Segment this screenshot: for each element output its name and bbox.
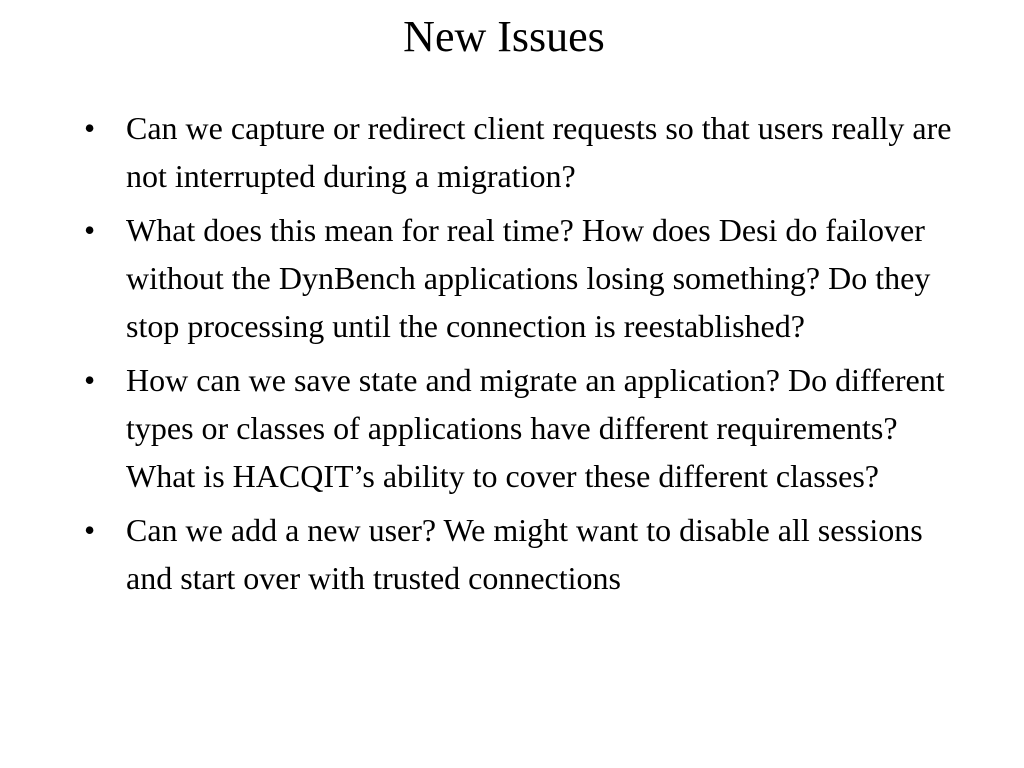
bullet-text: Can we capture or redirect client requests so that users really are not interrupted during a migration? xyxy=(126,110,952,194)
bullet-text: Can we add a new user? We might want to disable all sessions and start over with trusted connections xyxy=(126,512,923,596)
bullet-list xyxy=(84,104,964,608)
bullet-item xyxy=(84,356,964,500)
bullet-item xyxy=(84,206,964,350)
bullet-text: How can we save state and migrate an application? Do different types or classes of applications have different requirements? What is HACQIT’s ability to cover these different classes? xyxy=(126,362,945,494)
bullet-item xyxy=(84,104,964,200)
bullet-icon: • xyxy=(84,110,96,146)
bullet-icon: • xyxy=(84,512,96,548)
bullet-icon: • xyxy=(84,212,96,248)
slide-title: New Issues xyxy=(403,12,605,61)
bullet-text: What does this mean for real time? How does Desi do failover without the DynBench applications losing something? Do they stop processing until the connection is reestablished? xyxy=(126,212,931,344)
bullet-icon: • xyxy=(84,362,96,398)
bullet-item xyxy=(84,506,964,602)
